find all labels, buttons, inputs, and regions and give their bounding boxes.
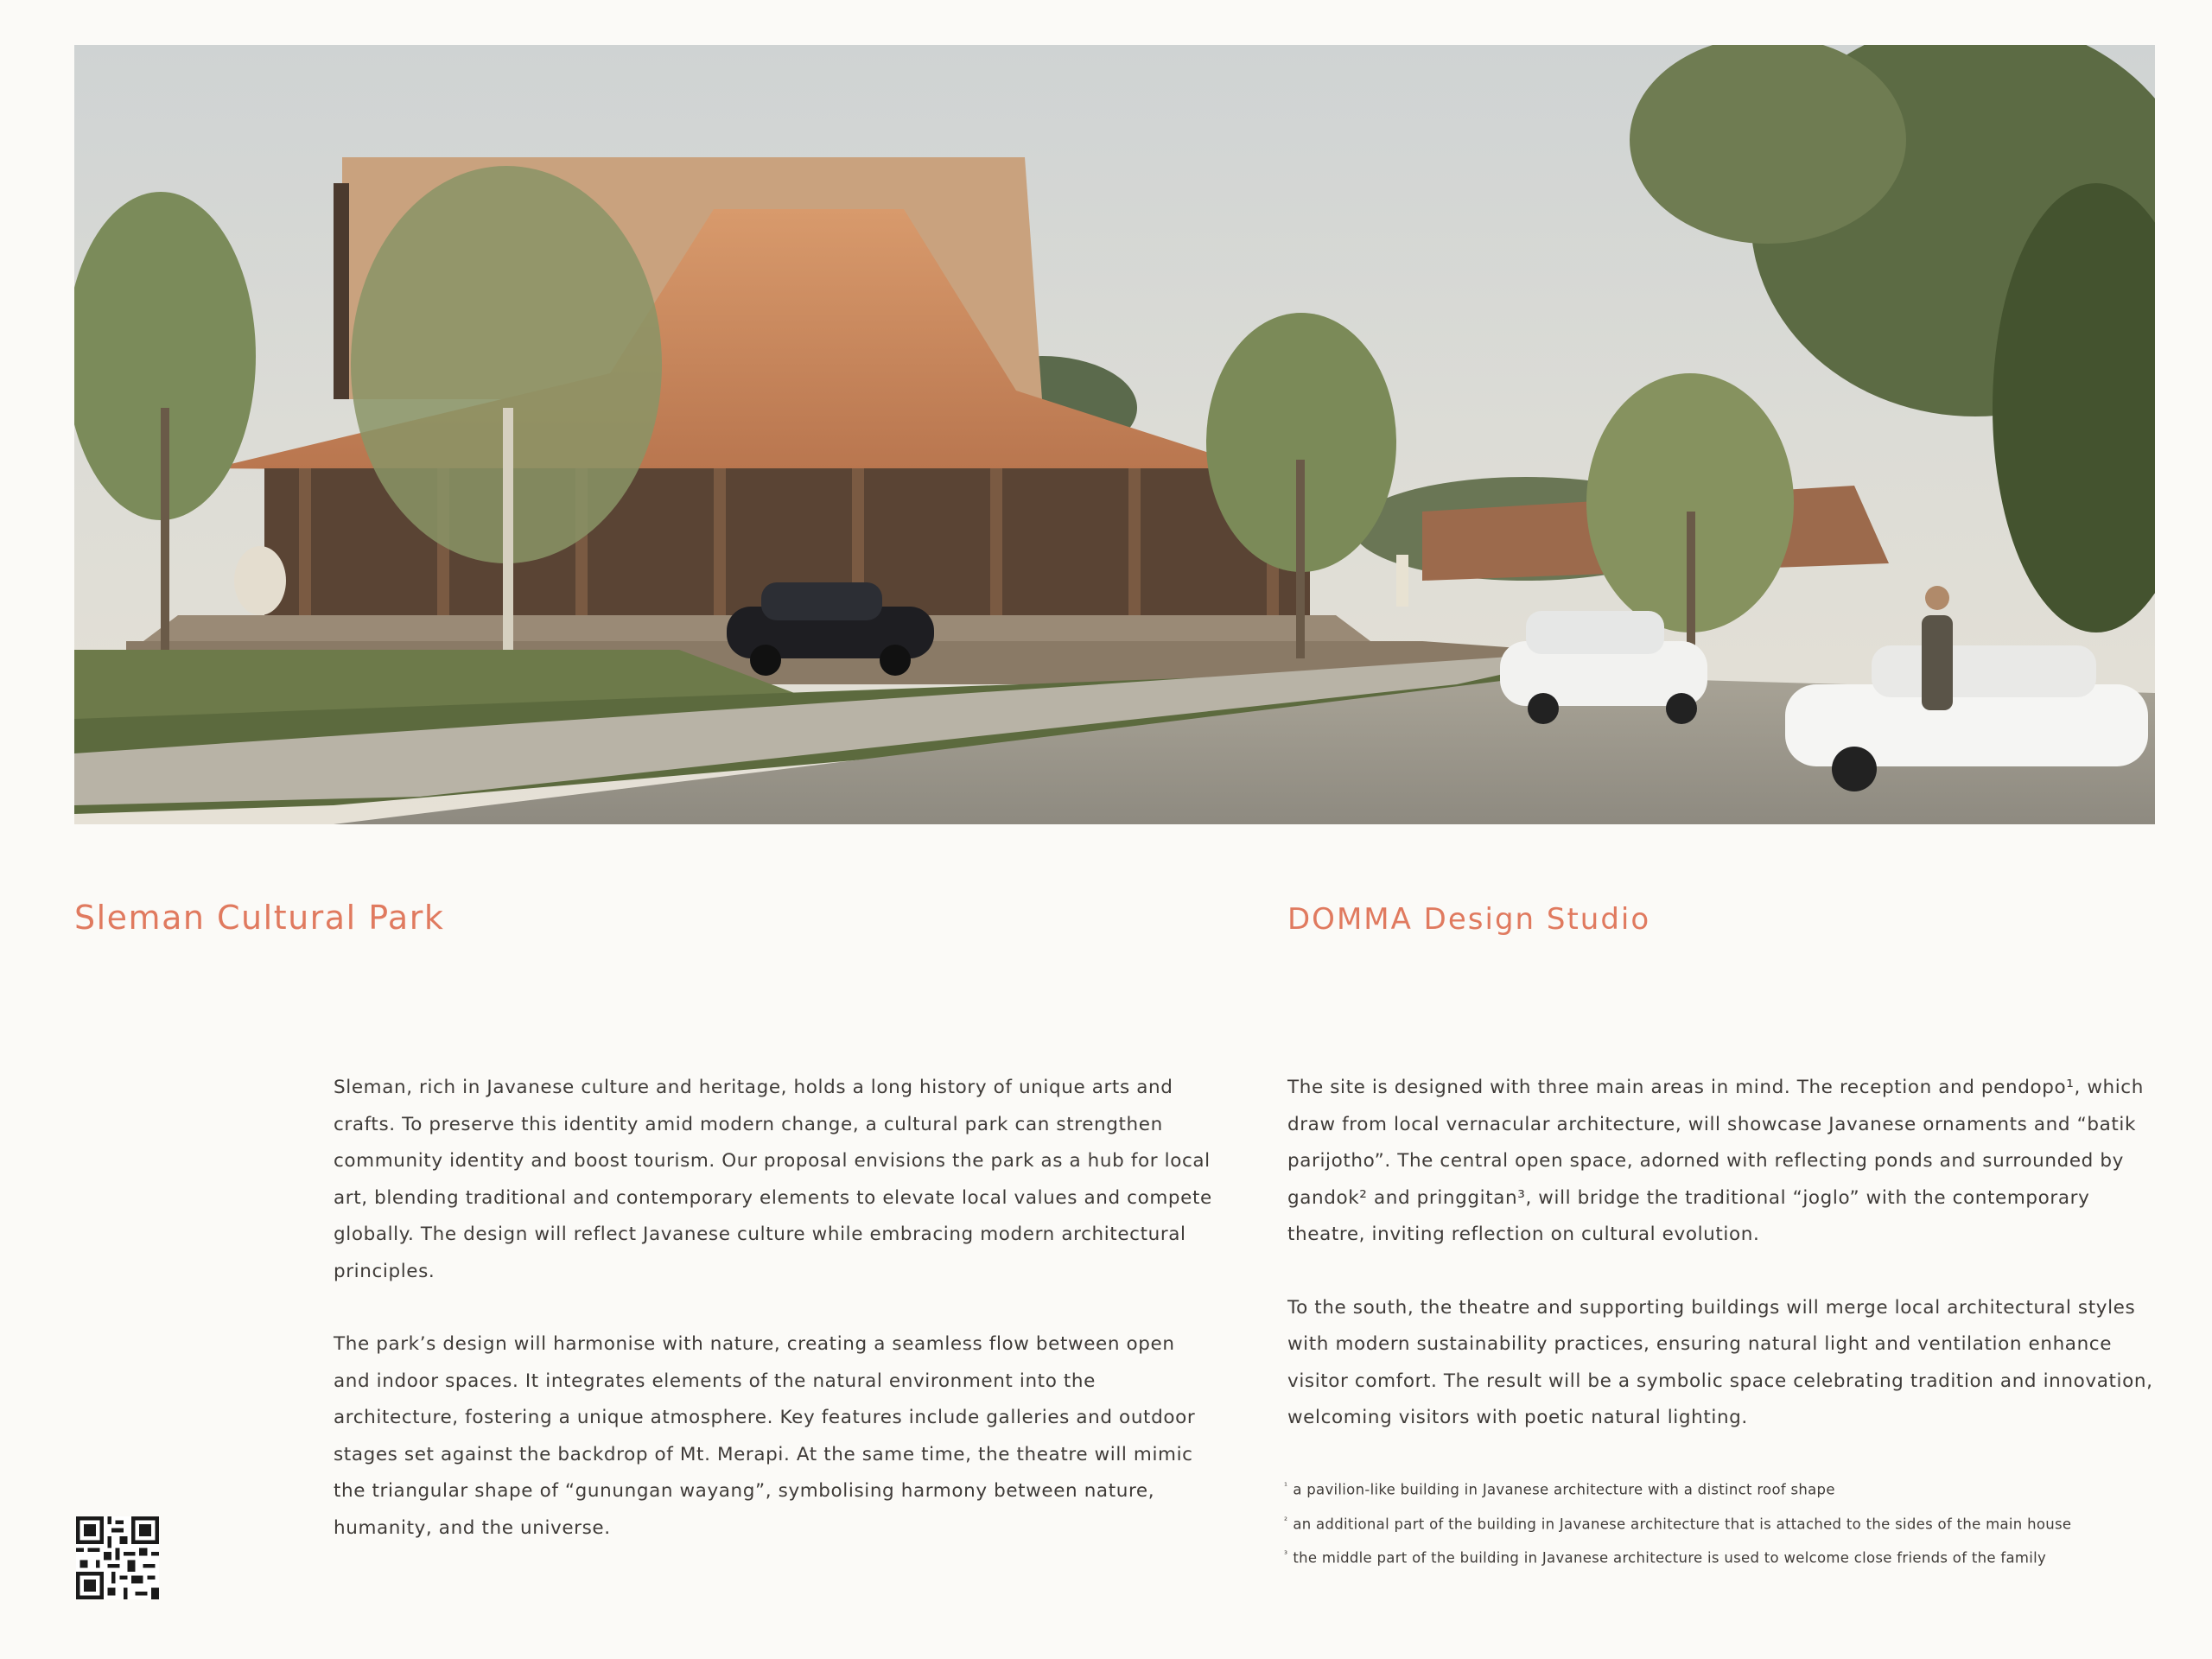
left-text-column: [334, 1070, 1215, 1583]
right-paragraph-1: The site is designed with three main areas in mind. The reception and pendopo¹, which draw from local vernacular architecture, will showcase Javanese ornaments and “batik parijotho”. The central open space, adorned with reflecting ponds and surrounded by gandok² and pringgitan³, will bridge the traditional “joglo” with the contemporary theatre, inviting reflection on cultural evolution.: [1287, 1077, 2144, 1245]
hero-image: [74, 45, 2155, 824]
studio-name: DOMMA Design Studio: [1287, 902, 1651, 937]
qr-code-icon[interactable]: [76, 1516, 159, 1599]
right-paragraph-2: To the south, the theatre and supporting buildings will merge local architectural styles with modern sustainability practices, ensuring natural light and ventilation enhance visitor comfort. The result will be a symbolic space celebrating tradition and innovation, welcoming visitors with poetic natural lighting.: [1287, 1296, 2153, 1428]
hero-rendering: [74, 45, 2155, 824]
footnote-2: $^{^2}$ an additional part of the building in Javanese architecture that is attached to the sides of the main house: [1284, 1516, 2072, 1532]
left-paragraph-1: Sleman, rich in Javanese culture and heritage, holds a long history of unique arts and crafts. To preserve this identity amid modern change, a cultural park can strengthen community identity and boost tourism. Our proposal envisions the park as a hub for local art, blending traditional and contemporary elements to elevate local values and compete globally. The design will reflect Javanese culture while embracing modern architectural principles.: [334, 1077, 1212, 1282]
footnotes: [1284, 1471, 2174, 1574]
footnote-1: $^{^1}$ a pavilion-like building in Javanese architecture with a distinct roof shape: [1284, 1481, 1835, 1498]
right-text-column: [1287, 1070, 2160, 1473]
left-paragraph-2: The park’s design will harmonise with nature, creating a seamless flow between open and indoor spaces. It integrates elements of the natural environment into the architecture, fostering a unique atmosphere. Key features include galleries and outdoor stages set against the backdrop of Mt. Merapi. At the same time, the theatre will mimic the triangular shape of “gunungan wayang”, symbolising harmony between nature, humanity, and the universe.: [334, 1333, 1196, 1539]
project-title: Sleman Cultural Park: [74, 899, 445, 937]
footnote-3: $^{^3}$ the middle part of the building in Javanese architecture is used to welcome close friends of the family: [1284, 1549, 2047, 1567]
